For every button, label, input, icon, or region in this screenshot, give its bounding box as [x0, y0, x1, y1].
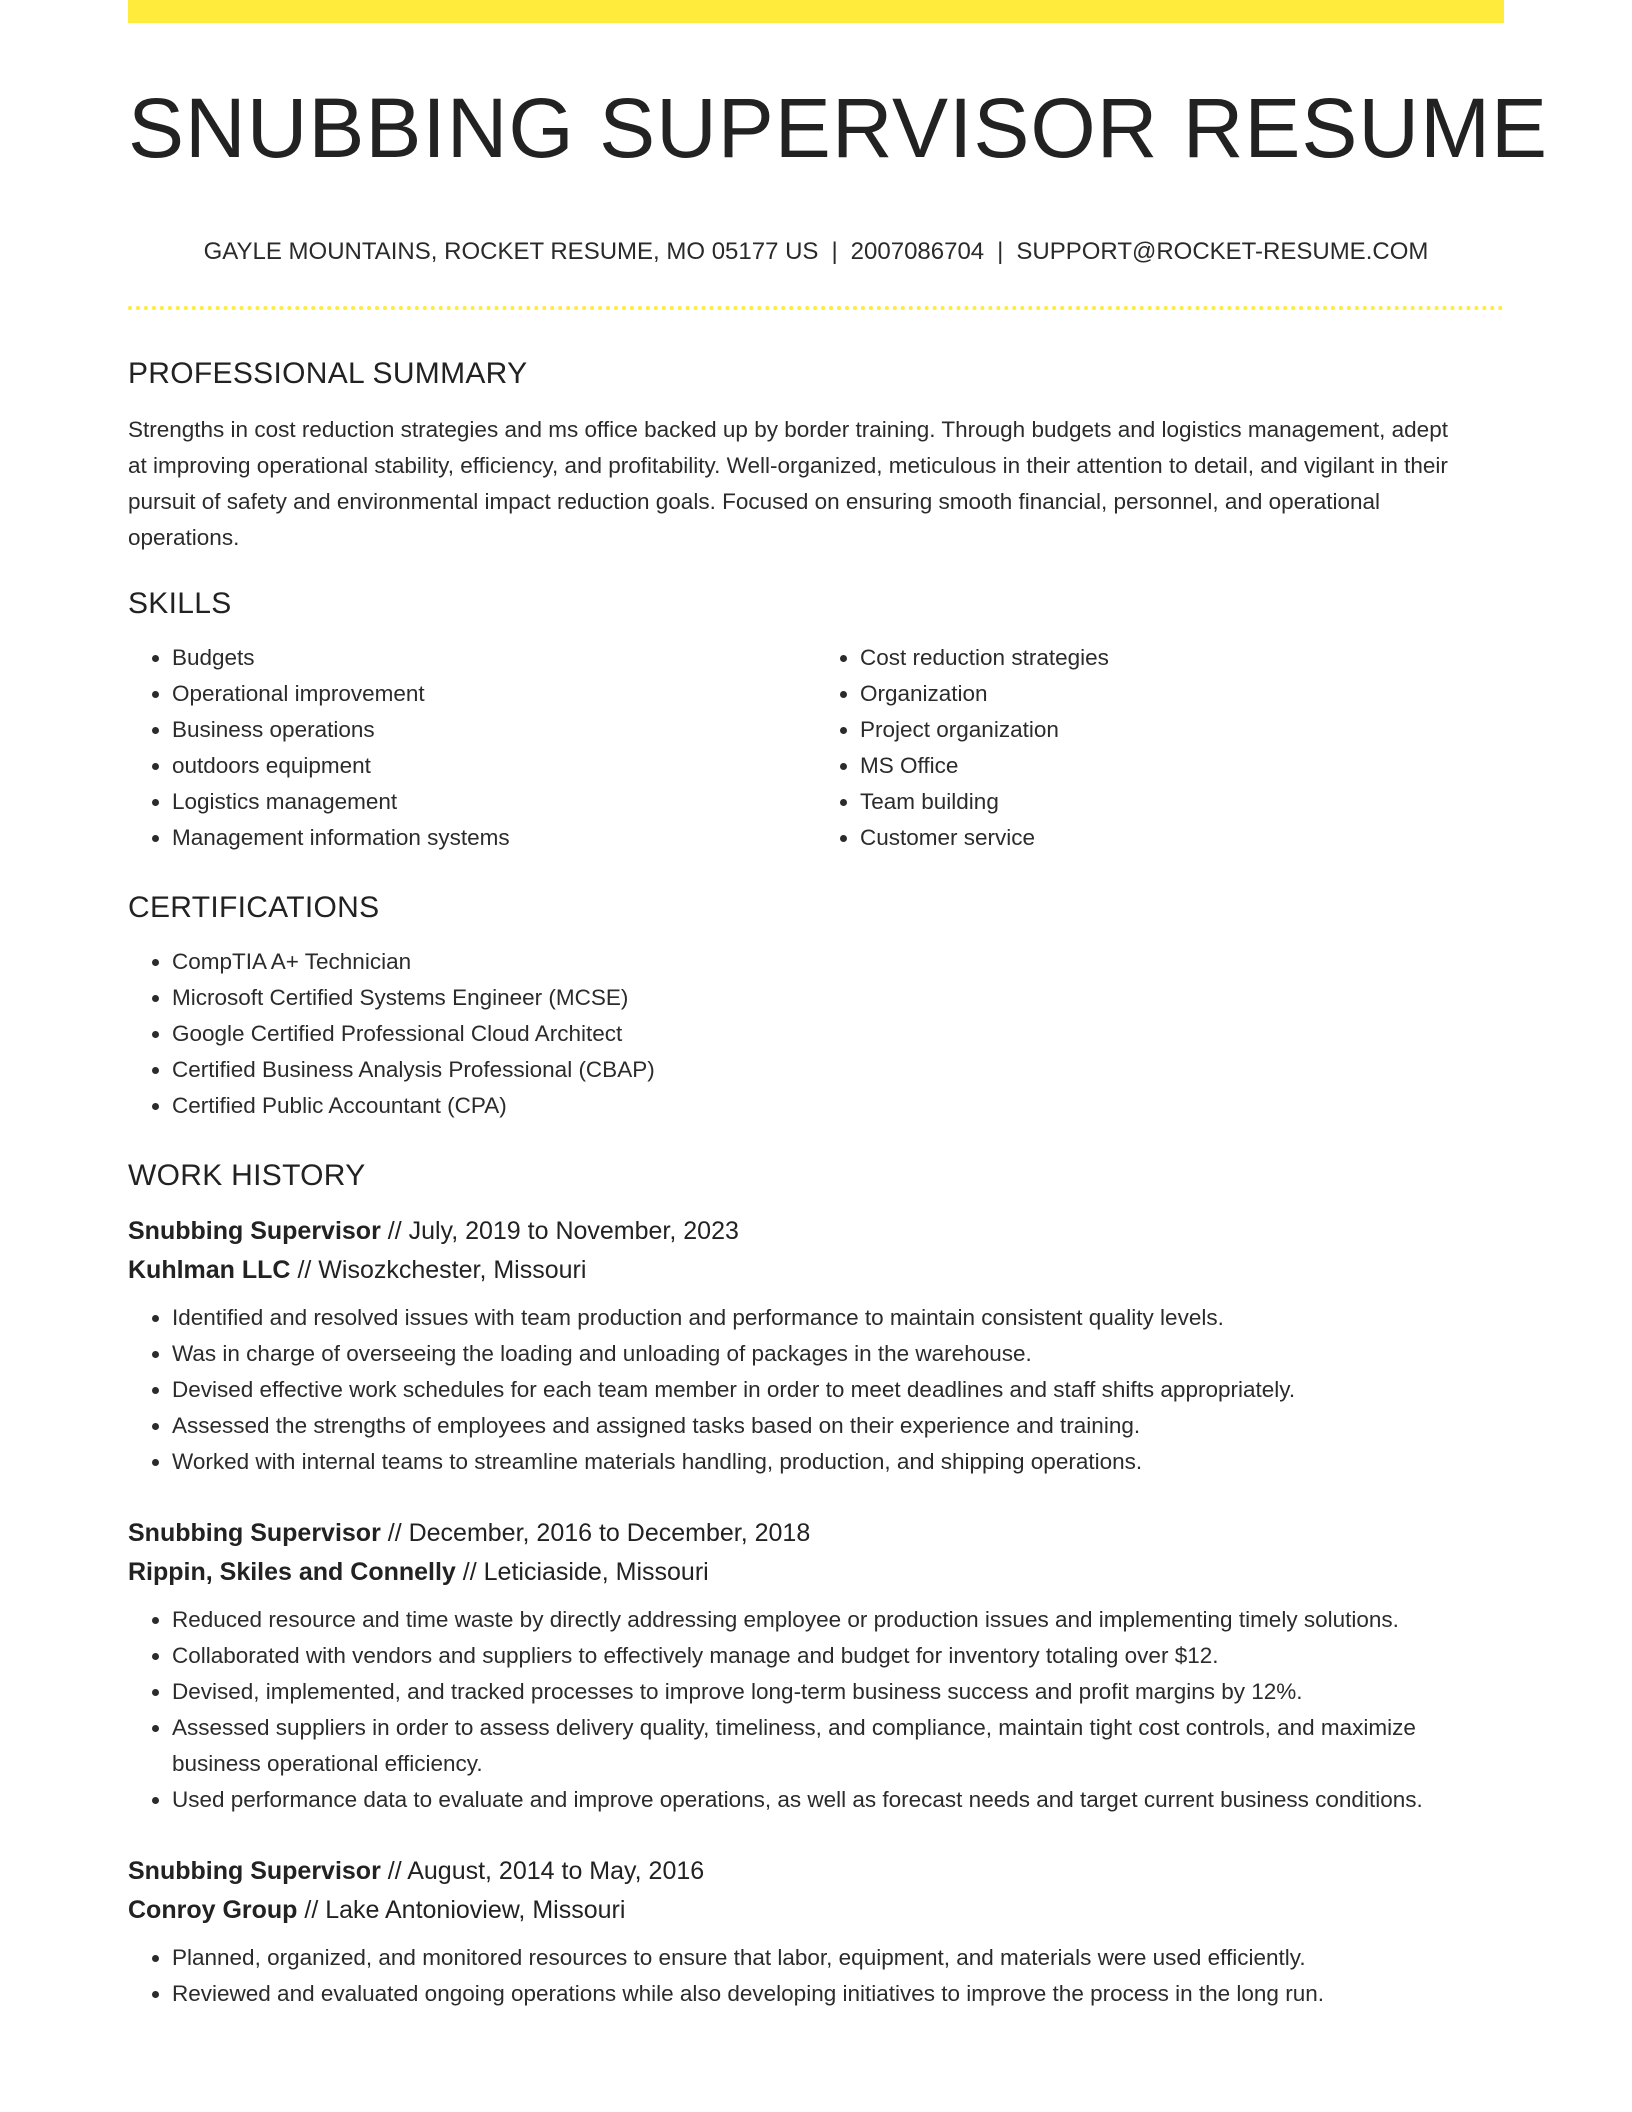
work-history-heading: WORK HISTORY [128, 1159, 366, 1192]
job-dates: // July, 2019 to November, 2023 [387, 1217, 739, 1245]
job-company-line [128, 1553, 1504, 1592]
job-bullet: • Was in charge of overseeing the loading and unloading of packages in the warehouse. [172, 1336, 1472, 1372]
skill-item: • Management information systems [172, 820, 816, 856]
summary-heading: PROFESSIONAL SUMMARY [128, 357, 528, 390]
job-bullet: • Devised, implemented, and tracked processes to improve long-term business success and profit margins by 12%. [172, 1674, 1472, 1710]
skill-item: • Business operations [172, 712, 816, 748]
job-bullet: • Reviewed and evaluated ongoing operations while also developing initiatives to improve the process in the long run. [172, 1976, 1472, 2012]
job-location: // Lake Antonioview, Missouri [304, 1896, 626, 1924]
skill-item: • Customer service [860, 820, 1504, 856]
job-bullet: • Devised effective work schedules for each team member in order to meet deadlines and staff shifts appropriately. [172, 1372, 1472, 1408]
contact-address: GAYLE MOUNTAINS, ROCKET RESUME, MO 05177 US [203, 238, 819, 265]
job-location: // Leticiaside, Missouri [462, 1558, 709, 1586]
certifications-heading: CERTIFICATIONS [128, 891, 380, 924]
skill-item: • Logistics management [172, 784, 816, 820]
certifications-section [128, 886, 1504, 1124]
dotted-divider [128, 306, 1504, 310]
certification-item: • Certified Public Accountant (CPA) [172, 1088, 1504, 1124]
job-title: Snubbing Supervisor [128, 1857, 381, 1885]
skills-list-right [816, 640, 1504, 856]
skill-item: • Team building [860, 784, 1504, 820]
job-location: // Wisozkchester, Missouri [297, 1256, 587, 1284]
job-bullet: • Identified and resolved issues with team production and performance to maintain consistent quality levels. [172, 1300, 1472, 1336]
summary-section [128, 352, 1504, 556]
job-company-line [128, 1891, 1504, 1930]
job-entry [128, 1852, 1504, 2012]
job-bullet: • Used performance data to evaluate and improve operations, as well as forecast needs and target current business conditions. [172, 1782, 1472, 1818]
page-title: SNUBBING SUPERVISOR RESUME [128, 81, 1549, 175]
contact-separator: | [831, 238, 838, 265]
job-bullet: • Planned, organized, and monitored resources to ensure that labor, equipment, and materials were used efficiently. [172, 1940, 1472, 1976]
job-bullets [128, 1602, 1504, 1818]
summary-text: Strengths in cost reduction strategies and ms office backed up by border training. Through budgets and logistics management, adept at improving operational stability, efficiency, and profitability. Well-organized, meticulous in their attention to detail, and vigilant in their pursuit of safety and environmental impact reduction goals. Focused on ensuring smooth financial, personnel, and operational operations. [128, 417, 1448, 550]
job-title-line [128, 1852, 1504, 1891]
job-bullets [128, 1940, 1504, 2012]
certification-item: • Google Certified Professional Cloud Architect [172, 1016, 1504, 1052]
job-company: Kuhlman LLC [128, 1256, 291, 1284]
job-title: Snubbing Supervisor [128, 1519, 381, 1547]
skills-section [128, 582, 1504, 856]
certification-item: • Certified Business Analysis Professional (CBAP) [172, 1052, 1504, 1088]
contact-separator: | [997, 238, 1004, 265]
job-dates: // December, 2016 to December, 2018 [387, 1519, 811, 1547]
contact-phone: 2007086704 [850, 238, 985, 265]
job-bullets [128, 1300, 1504, 1480]
skill-item: • outdoors equipment [172, 748, 816, 784]
certification-item: • CompTIA A+ Technician [172, 944, 1504, 980]
job-bullet: • Assessed suppliers in order to assess delivery quality, timeliness, and compliance, maintain tight cost controls, and maximize business operational efficiency. [172, 1710, 1472, 1782]
work-history-section [128, 1154, 1504, 2012]
job-title: Snubbing Supervisor [128, 1217, 381, 1245]
skill-item: • Cost reduction strategies [860, 640, 1504, 676]
accent-top-bar [128, 0, 1504, 23]
skill-item: • MS Office [860, 748, 1504, 784]
job-bullet: • Reduced resource and time waste by directly addressing employee or production issues and implementing timely solutions. [172, 1602, 1472, 1638]
certification-item: • Microsoft Certified Systems Engineer (MCSE) [172, 980, 1504, 1016]
job-entry [128, 1514, 1504, 1818]
job-company: Conroy Group [128, 1896, 298, 1924]
certifications-list [128, 944, 1504, 1124]
skill-item: • Operational improvement [172, 676, 816, 712]
job-company: Rippin, Skiles and Connelly [128, 1558, 456, 1586]
job-bullet: • Worked with internal teams to streamline materials handling, production, and shipping operations. [172, 1444, 1472, 1480]
job-title-line [128, 1514, 1504, 1553]
job-company-line [128, 1251, 1504, 1290]
job-bullet: • Collaborated with vendors and suppliers to effectively manage and budget for inventory totaling over $12. [172, 1638, 1472, 1674]
skills-columns [128, 640, 1504, 856]
skill-item: • Project organization [860, 712, 1504, 748]
resume-content [128, 352, 1504, 2012]
job-bullet: • Assessed the strengths of employees and assigned tasks based on their experience and training. [172, 1408, 1472, 1444]
job-title-line [128, 1212, 1504, 1251]
job-entry [128, 1212, 1504, 1480]
skills-heading: SKILLS [128, 587, 232, 620]
contact-email: SUPPORT@ROCKET-RESUME.COM [1016, 238, 1429, 265]
skill-item: • Organization [860, 676, 1504, 712]
job-dates: // August, 2014 to May, 2016 [387, 1857, 705, 1885]
skill-item: • Budgets [172, 640, 816, 676]
contact-line [128, 238, 1504, 266]
skills-list-left [128, 640, 816, 856]
